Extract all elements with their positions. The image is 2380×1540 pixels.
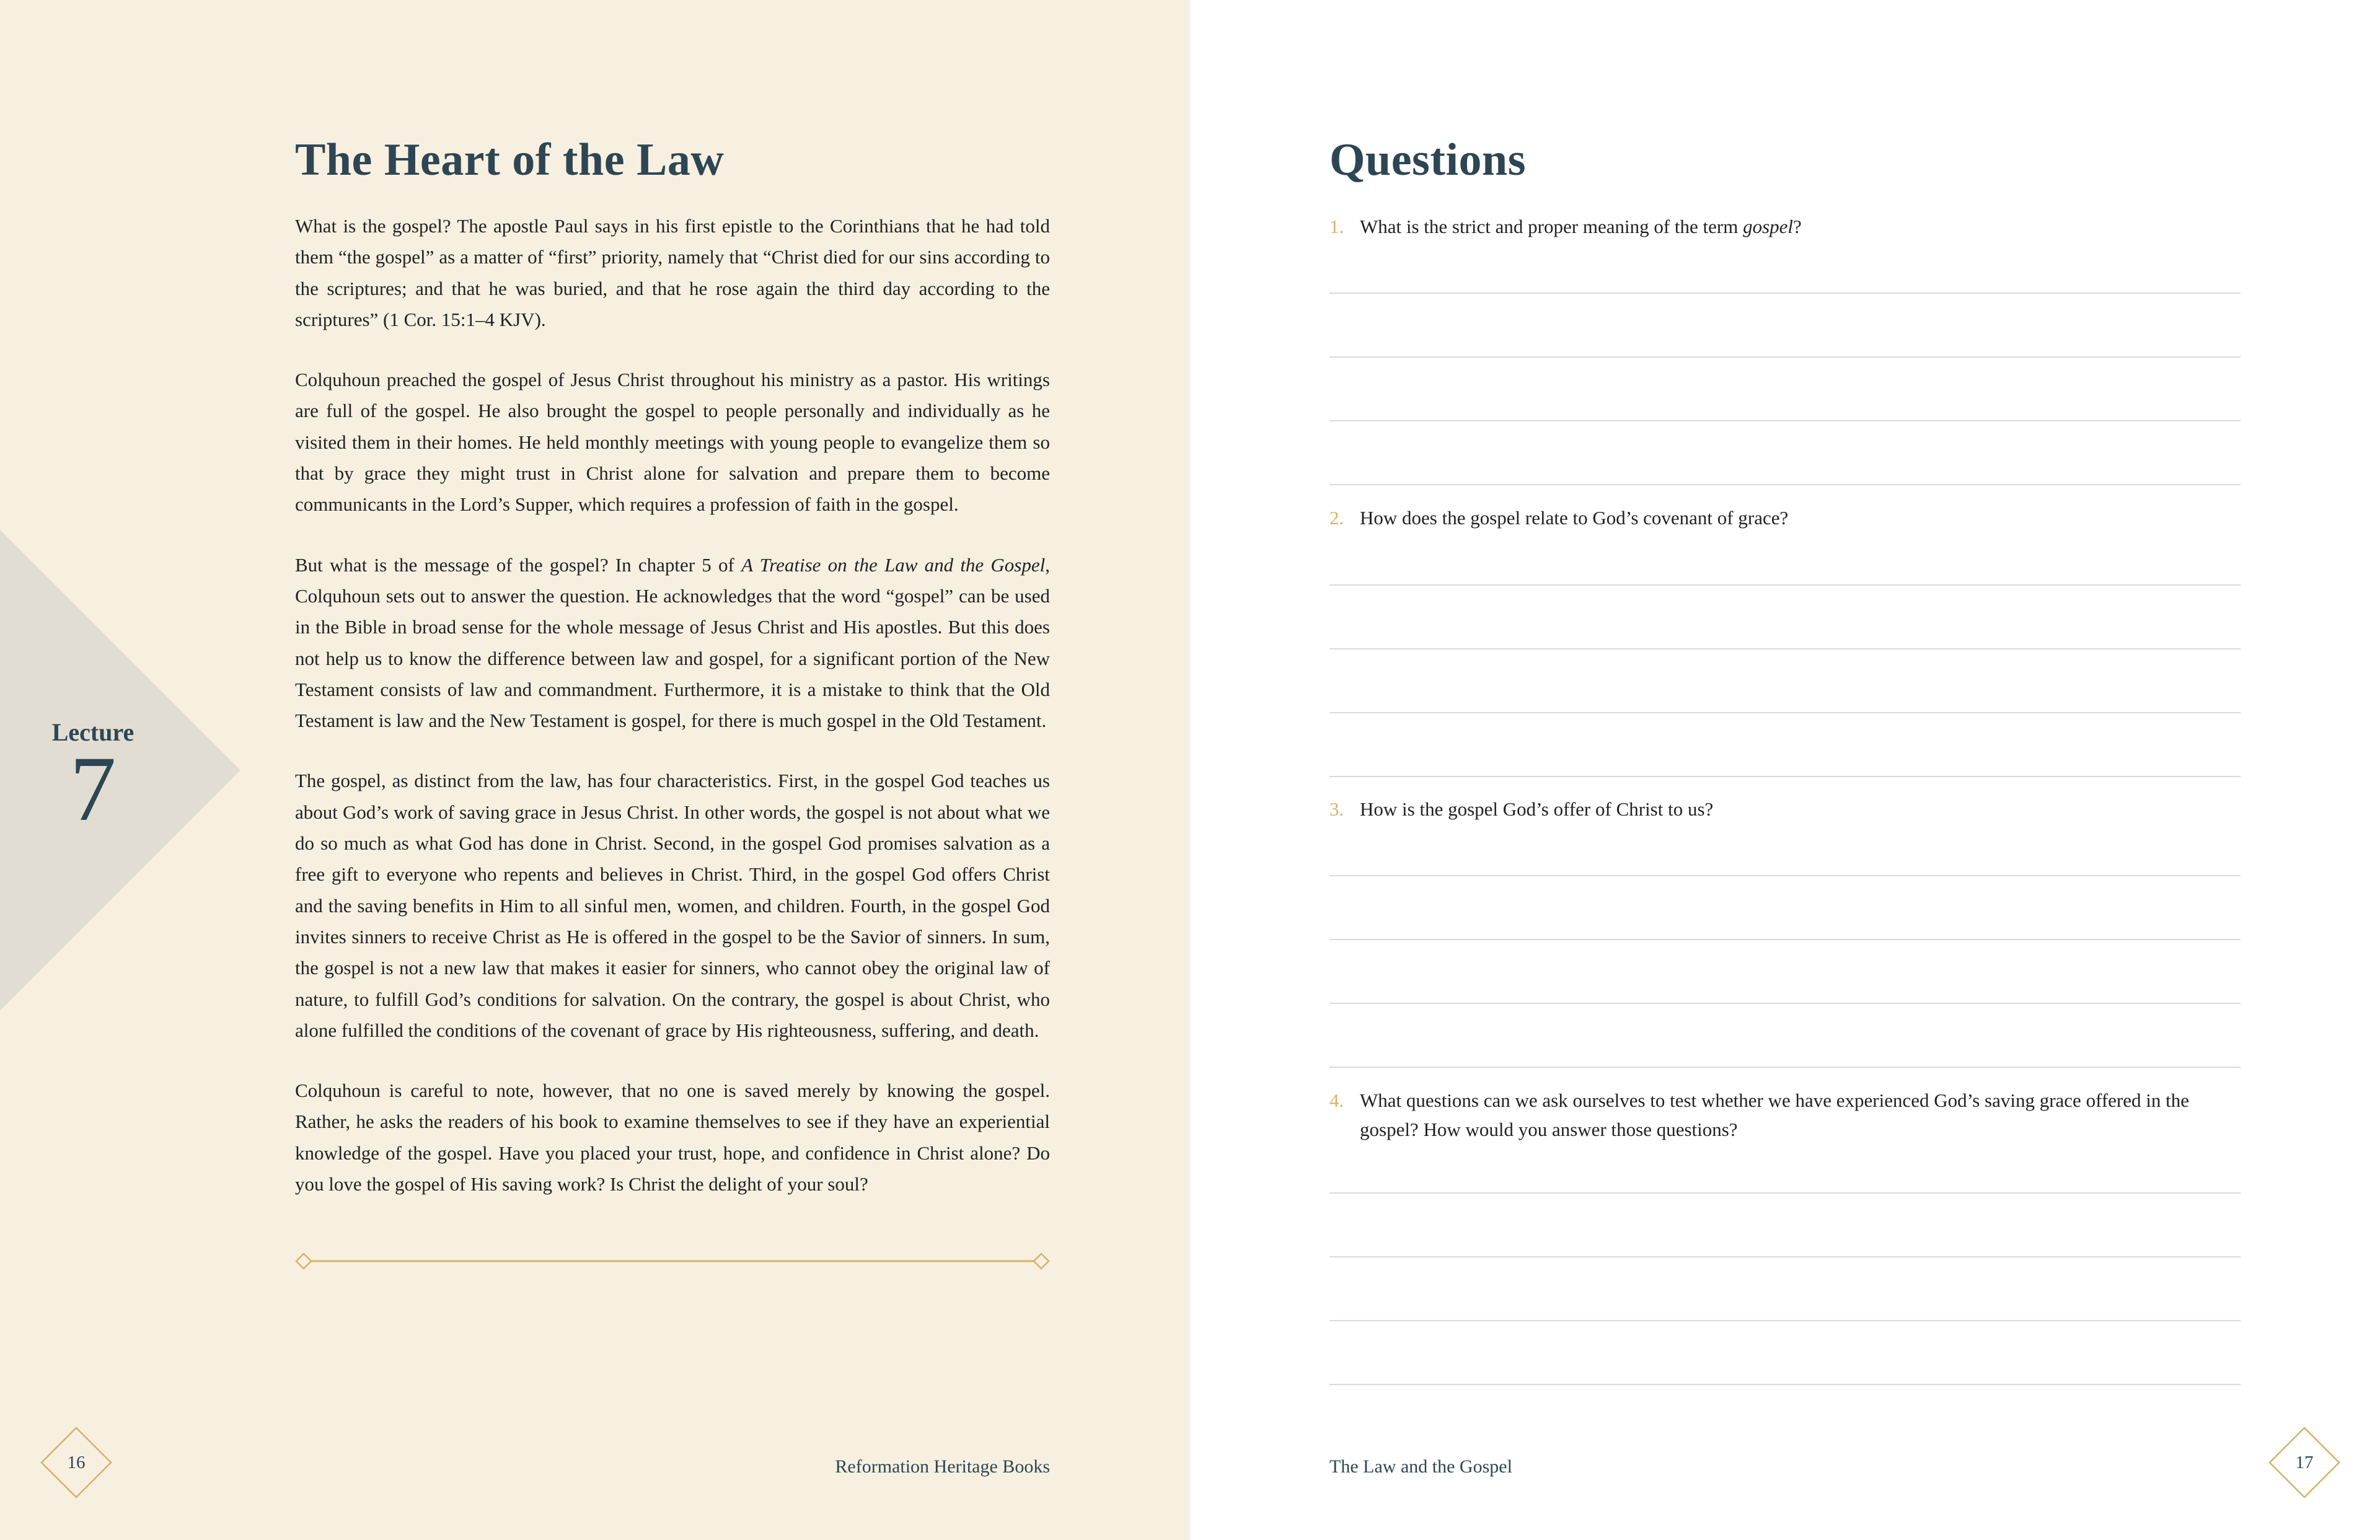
answer-line[interactable] (1329, 1003, 2241, 1004)
answer-line[interactable] (1329, 1192, 2241, 1194)
lecture-label: Lecture (51, 718, 134, 746)
answer-line[interactable] (1329, 484, 2241, 485)
question-text: What is the strict and proper meaning of the term gospel? (1360, 216, 1802, 237)
answer-line[interactable] (1329, 1384, 2241, 1385)
lecture-number: 7 (69, 737, 117, 840)
answer-line[interactable] (1329, 1067, 2241, 1068)
paragraph: But what is the message of the gospel? In chapter 5 of A Treatise on the Law and the Gospel, Colquhoun sets out to answer the question. He acknowledges that the word “gospel” can be used in the Bible in broad sense for the whole message of Jesus Christ and His apostles. But this does not help us to know the difference between law and gospel, for a significant portion of the New Testament consists of law and commandment. Furthermore, it is a mistake to think that the Old Testament is law and the New Testament is gospel, for there is much gospel in the Old Testament. (295, 553, 1050, 732)
question-number: 4. (1329, 1089, 1344, 1111)
questions-title: Questions (1329, 134, 1527, 185)
answer-line[interactable] (1329, 648, 2241, 649)
question-item (1329, 794, 2241, 824)
question-text: What questions can we ask ourselves to test whether we have experienced God’s saving grace offered in the gospel? How would you answer those questions? (1360, 1089, 2189, 1140)
running-footer: The Law and the Gospel (1329, 1456, 1512, 1477)
answer-line[interactable] (1329, 712, 2241, 713)
question-item (1329, 212, 2241, 241)
right-page (1190, 0, 2380, 1540)
question-item (1329, 1086, 2241, 1144)
answer-line[interactable] (1329, 420, 2241, 421)
paragraph: Colquhoun is careful to note, however, that no one is saved merely by knowing the gospel. Rather, he asks the readers of his book to examine themselves to see if they have an experiential knowledge of the gospel. Have you placed your trust, hope, and confidence in Christ alone? Do you love the gospel of His saving work? Is Christ the delight of your soul? (295, 1080, 1050, 1195)
question-number: 3. (1329, 798, 1344, 820)
answer-line[interactable] (1329, 293, 2241, 294)
paragraph: Colquhoun preached the gospel of Jesus Christ throughout his ministry as a pastor. His writings are full of the gospel. He also brought the gospel to people personally and individually as he visited them in their homes. He held monthly meetings with young people to evangelize them so that by grace they might trust in Christ alone for salvation and prepare them to become communicants in the Lord’s Supper, which requires a profession of faith in the gospel. (295, 369, 1050, 516)
page-number-badge (39, 1425, 113, 1500)
answer-line[interactable] (1329, 356, 2241, 358)
question-item (1329, 503, 2241, 532)
running-footer: Reformation Heritage Books (835, 1456, 1050, 1477)
answer-line[interactable] (1329, 584, 2241, 586)
answer-line[interactable] (1329, 776, 2241, 777)
answer-line[interactable] (1329, 1320, 2241, 1321)
body-text (295, 211, 1050, 1200)
paragraph: What is the gospel? The apostle Paul says in his first epistle to the Corinthians that he had told them “the gospel” as a matter of “first” priority, namely that “Christ died for our sins according to the scriptures; and that he was buried, and that he rose again the third day according to the scriptures” (1 Cor. 15:1–4 KJV). (295, 215, 1050, 330)
question-number: 1. (1329, 216, 1344, 237)
answer-line[interactable] (1329, 939, 2241, 940)
page-number-badge (2267, 1425, 2342, 1500)
section-divider (295, 1252, 1050, 1270)
question-number: 2. (1329, 507, 1344, 529)
page-number: 17 (2295, 1453, 2314, 1472)
answer-line[interactable] (1329, 1256, 2241, 1257)
question-text: How is the gospel God’s offer of Christ to us? (1360, 798, 1714, 820)
paragraph: The gospel, as distinct from the law, has four characteristics. First, in the gospel God teaches us about God’s work of saving grace in Jesus Christ. In other words, the gospel is not about what we do so much as what God has done in Christ. Second, in the gospel God promises salvation as a free gift to everyone who repents and believes in Christ. Third, in the gospel God offers Christ and the saving benefits in Him to all sinful men, women, and children. Fourth, in the gospel God invites sinners to receive Christ as He is offered in the gospel to be the Savior of sinners. In sum, the gospel is not a new law that makes it easier for sinners, who cannot obey the original law of nature, to fulfill God’s conditions for salvation. On the contrary, the gospel is about Christ, who alone fulfilled the conditions of the covenant of grace by His righteousness, suffering, and death. (295, 770, 1050, 1041)
answer-line[interactable] (1329, 875, 2241, 876)
question-text: How does the gospel relate to God’s covenant of grace? (1360, 507, 1789, 529)
page-number: 16 (67, 1453, 86, 1472)
chapter-title: The Heart of the Law (295, 134, 725, 185)
